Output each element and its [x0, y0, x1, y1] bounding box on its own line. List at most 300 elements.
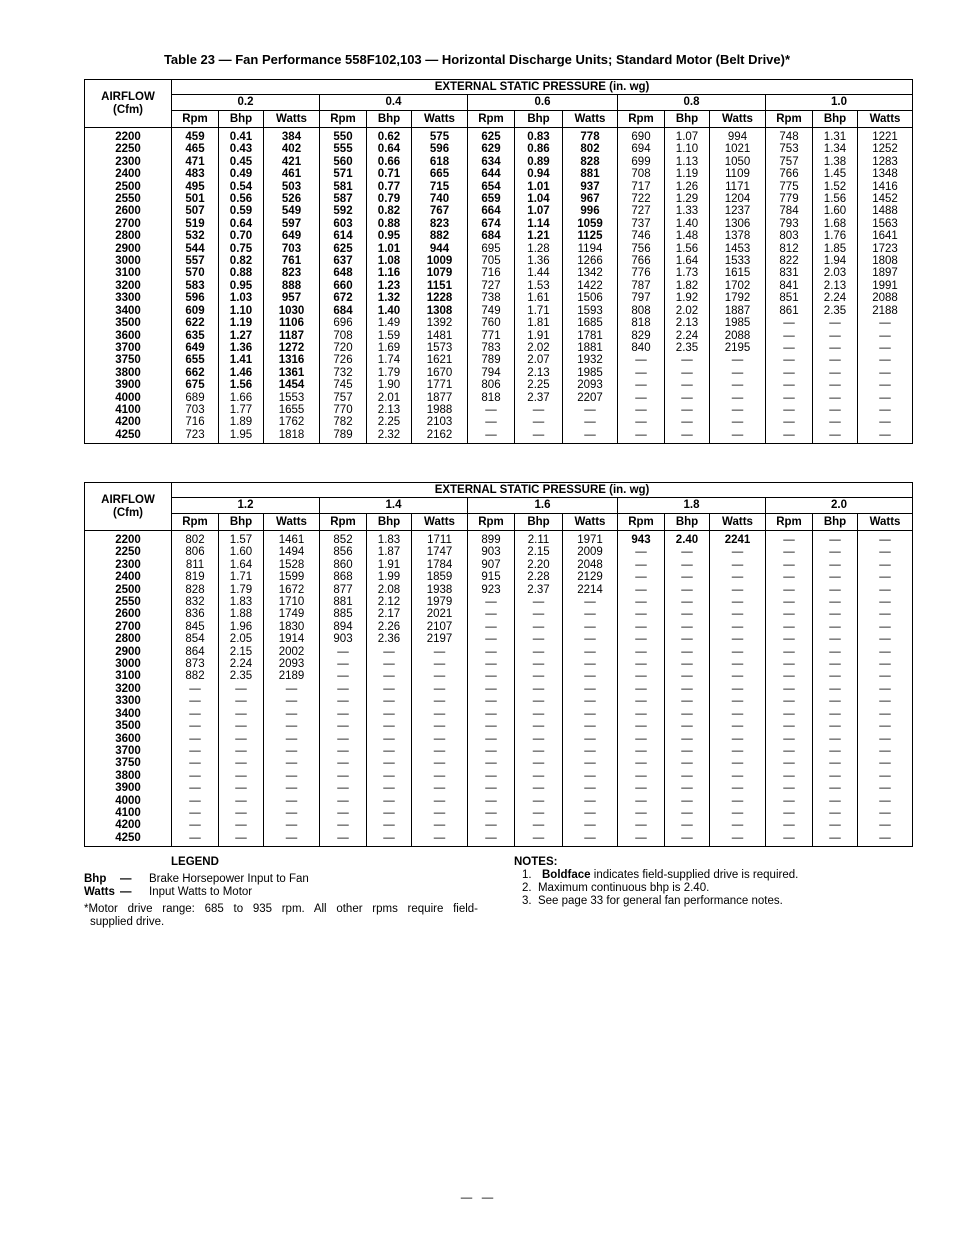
- table-cell: 402: [264, 143, 320, 155]
- table-cell: 557: [172, 255, 219, 267]
- table-cell: —: [665, 670, 710, 682]
- table-cell: —: [320, 782, 367, 794]
- table-cell: 1194: [563, 243, 618, 255]
- table-cell: —: [858, 546, 913, 558]
- col-rpm-header: Rpm: [766, 514, 813, 531]
- table-cell: —: [618, 670, 665, 682]
- table-cell: 789: [320, 429, 367, 444]
- table-cell: —: [813, 559, 858, 571]
- table-cell: 694: [618, 143, 665, 155]
- table-cell: —: [618, 683, 665, 695]
- table-cell: —: [665, 782, 710, 794]
- table-cell: —: [172, 782, 219, 794]
- table-row: [85, 546, 913, 558]
- table-cell: —: [412, 832, 468, 847]
- table-cell: 696: [320, 317, 367, 329]
- table-cell: 0.56: [219, 193, 264, 205]
- table-cell: —: [468, 658, 515, 670]
- table-cell: 689: [172, 392, 219, 404]
- col-watts-header: Watts: [710, 111, 766, 128]
- table-cell: —: [665, 608, 710, 620]
- airflow-cell: 2800: [115, 230, 141, 243]
- col-bhp-header: Bhp: [515, 514, 563, 531]
- table-cell: —: [468, 429, 515, 444]
- table-cell: —: [367, 782, 412, 794]
- table-cell: 1533: [710, 255, 766, 267]
- table-cell: 766: [618, 255, 665, 267]
- table-cell: 1711: [412, 531, 468, 547]
- table-cell: —: [412, 708, 468, 720]
- table-cell: 675: [172, 379, 219, 391]
- table-cell: 823: [412, 218, 468, 230]
- table-cell: 894: [320, 621, 367, 633]
- table-cell: —: [172, 832, 219, 847]
- table-cell: —: [320, 745, 367, 757]
- table-cell: 1.79: [219, 584, 264, 596]
- table-cell: —: [320, 795, 367, 807]
- table-cell: 1.89: [219, 416, 264, 428]
- table-cell: —: [412, 646, 468, 658]
- table-cell: —: [172, 795, 219, 807]
- table-cell: 1021: [710, 143, 766, 155]
- table-cell: —: [468, 720, 515, 732]
- table-cell: —: [563, 404, 618, 416]
- table-cell: 789: [468, 354, 515, 366]
- table-cell: —: [320, 646, 367, 658]
- table-cell: —: [412, 757, 468, 769]
- table-cell: —: [618, 795, 665, 807]
- table-cell: 760: [468, 317, 515, 329]
- table-cell: —: [710, 429, 766, 444]
- table-cell: 1151: [412, 280, 468, 292]
- table-cell: 629: [468, 143, 515, 155]
- table-cell: 503: [264, 181, 320, 193]
- table-cell: —: [515, 720, 563, 732]
- table-cell: —: [665, 683, 710, 695]
- table-cell: 1.38: [813, 156, 858, 168]
- table-cell: 684: [468, 230, 515, 242]
- table-cell: 828: [563, 156, 618, 168]
- table-row: [85, 596, 913, 608]
- table-row: [85, 807, 913, 819]
- notes-heading: NOTES:: [514, 856, 558, 868]
- table-cell: —: [412, 695, 468, 707]
- table-cell: —: [813, 670, 858, 682]
- table-cell: 587: [320, 193, 367, 205]
- table-cell: —: [412, 795, 468, 807]
- table-cell: —: [618, 658, 665, 670]
- airflow-cell: 3100: [115, 670, 141, 683]
- table-cell: —: [813, 429, 858, 444]
- table-cell: 716: [172, 416, 219, 428]
- airflow-cell: 3600: [115, 732, 141, 745]
- table-cell: 1.53: [515, 280, 563, 292]
- table-cell: —: [515, 770, 563, 782]
- table-cell: —: [563, 633, 618, 645]
- table-cell: 0.88: [367, 218, 412, 230]
- table-cell: —: [766, 695, 813, 707]
- airflow-cell: 2300: [115, 155, 141, 168]
- table-cell: 1.69: [367, 342, 412, 354]
- airflow-cell: 3700: [115, 341, 141, 354]
- col-bhp-header: Bhp: [367, 514, 412, 531]
- table-cell: —: [618, 354, 665, 366]
- table-cell: —: [563, 608, 618, 620]
- table-cell: —: [710, 708, 766, 720]
- table-cell: 1985: [563, 367, 618, 379]
- table-row: [85, 832, 913, 847]
- table-cell: 1.49: [367, 317, 412, 329]
- table-cell: —: [766, 633, 813, 645]
- table-cell: 903: [468, 546, 515, 558]
- table-cell: —: [412, 770, 468, 782]
- table-cell: 555: [320, 143, 367, 155]
- table-cell: —: [412, 745, 468, 757]
- table-cell: —: [515, 745, 563, 757]
- table-cell: —: [515, 733, 563, 745]
- table-row: [85, 342, 913, 354]
- table-cell: —: [618, 832, 665, 847]
- table-cell: —: [172, 819, 219, 831]
- table-cell: —: [858, 670, 913, 682]
- table-cell: 1971: [563, 531, 618, 547]
- table-cell: —: [264, 745, 320, 757]
- table-row: [85, 404, 913, 416]
- table-cell: —: [367, 658, 412, 670]
- table-cell: —: [665, 819, 710, 831]
- table-cell: —: [665, 658, 710, 670]
- table-cell: —: [665, 770, 710, 782]
- table-cell: —: [766, 720, 813, 732]
- table-cell: —: [515, 416, 563, 428]
- table-cell: 783: [468, 342, 515, 354]
- table-cell: 1.40: [367, 305, 412, 317]
- table-cell: 1.59: [367, 330, 412, 342]
- table-cell: —: [858, 608, 913, 620]
- table-cell: —: [858, 392, 913, 404]
- table-cell: —: [563, 819, 618, 831]
- table-cell: 1.56: [813, 193, 858, 205]
- table-cell: 1.13: [665, 156, 710, 168]
- table-cell: —: [264, 733, 320, 745]
- table-cell: 614: [320, 230, 367, 242]
- table-cell: —: [412, 670, 468, 682]
- table-cell: 1.14: [515, 218, 563, 230]
- table-cell: —: [618, 733, 665, 745]
- table-row: [85, 531, 913, 547]
- table-row: [85, 733, 913, 745]
- col-watts-header: Watts: [563, 514, 618, 531]
- airflow-cell: 2900: [115, 645, 141, 658]
- table-cell: 1252: [858, 143, 913, 155]
- table-cell: —: [515, 683, 563, 695]
- table-cell: —: [618, 559, 665, 571]
- table-row: [85, 571, 913, 583]
- table-cell: 1.48: [665, 230, 710, 242]
- col-rpm-header: Rpm: [172, 111, 219, 128]
- table-cell: —: [710, 819, 766, 831]
- col-rpm-header: Rpm: [618, 514, 665, 531]
- table-cell: 495: [172, 181, 219, 193]
- table-cell: 1808: [858, 255, 913, 267]
- table-cell: 1.83: [219, 596, 264, 608]
- table-cell: 1771: [412, 379, 468, 391]
- table-cell: 802: [563, 143, 618, 155]
- table-cell: —: [665, 354, 710, 366]
- table-cell: —: [813, 832, 858, 847]
- table-cell: 2129: [563, 571, 618, 583]
- table-cell: —: [710, 392, 766, 404]
- table-cell: —: [563, 646, 618, 658]
- table-cell: 1.82: [665, 280, 710, 292]
- table-cell: 1.21: [515, 230, 563, 242]
- pressure-header: 1.2: [172, 498, 320, 514]
- airflow-cell: 4200: [115, 819, 141, 832]
- table-cell: —: [515, 429, 563, 444]
- table-row: [85, 267, 913, 279]
- table-cell: —: [858, 819, 913, 831]
- col-bhp-header: Bhp: [813, 111, 858, 128]
- table-cell: 0.75: [219, 243, 264, 255]
- table-cell: 625: [468, 128, 515, 144]
- table-cell: 0.64: [367, 143, 412, 155]
- table-cell: 944: [412, 243, 468, 255]
- table-cell: 2.24: [219, 658, 264, 670]
- airflow-cell: 3200: [115, 279, 141, 292]
- note-text: indicates field-supplied drive is required.: [590, 869, 799, 881]
- table-cell: 1.99: [367, 571, 412, 583]
- table-cell: 2.32: [367, 429, 412, 444]
- table-cell: —: [412, 782, 468, 794]
- table-cell: 845: [172, 621, 219, 633]
- table-row: [85, 795, 913, 807]
- table-cell: 684: [320, 305, 367, 317]
- table-cell: —: [618, 819, 665, 831]
- table-cell: 550: [320, 128, 367, 144]
- table-cell: 996: [563, 205, 618, 217]
- page-footer: — —: [460, 1192, 494, 1204]
- table-cell: 877: [320, 584, 367, 596]
- note-number: 1.: [522, 869, 532, 881]
- table-cell: 1553: [264, 392, 320, 404]
- airflow-cell: 3900: [115, 379, 141, 392]
- table-cell: 2.15: [219, 646, 264, 658]
- airflow-cell: 4250: [115, 831, 141, 844]
- table-cell: —: [858, 658, 913, 670]
- table-cell: 461: [264, 168, 320, 180]
- table-cell: —: [813, 782, 858, 794]
- table-cell: 1171: [710, 181, 766, 193]
- table-cell: —: [264, 782, 320, 794]
- table-cell: 1702: [710, 280, 766, 292]
- table-cell: 994: [710, 128, 766, 144]
- table-cell: —: [813, 404, 858, 416]
- table-cell: 1.41: [219, 354, 264, 366]
- table-cell: 1.56: [665, 243, 710, 255]
- table-cell: —: [618, 757, 665, 769]
- table-cell: 823: [264, 267, 320, 279]
- table-cell: 767: [412, 205, 468, 217]
- table-cell: 1781: [563, 330, 618, 342]
- table-cell: —: [468, 646, 515, 658]
- table-cell: —: [320, 807, 367, 819]
- table-cell: —: [665, 633, 710, 645]
- table-cell: 1.56: [219, 379, 264, 391]
- airflow-cell: 2550: [115, 596, 141, 609]
- table-cell: —: [563, 695, 618, 707]
- table-cell: 840: [618, 342, 665, 354]
- table-cell: 0.82: [219, 255, 264, 267]
- table-cell: 2048: [563, 559, 618, 571]
- col-watts-header: Watts: [412, 111, 468, 128]
- table-row: [85, 633, 913, 645]
- table-cell: —: [264, 819, 320, 831]
- table-cell: 1.87: [367, 546, 412, 558]
- table-cell: —: [710, 571, 766, 583]
- table-cell: 2.37: [515, 584, 563, 596]
- table-cell: 544: [172, 243, 219, 255]
- table-row: [85, 193, 913, 205]
- table-cell: 937: [563, 181, 618, 193]
- table-cell: —: [858, 708, 913, 720]
- table-cell: 1881: [563, 342, 618, 354]
- table-cell: —: [367, 708, 412, 720]
- table-cell: —: [665, 708, 710, 720]
- table-row: [85, 416, 913, 428]
- table-cell: 1454: [264, 379, 320, 391]
- table-cell: —: [813, 708, 858, 720]
- table-cell: —: [618, 621, 665, 633]
- airflow-cell: 4000: [115, 391, 141, 404]
- table-cell: 1.01: [515, 181, 563, 193]
- table-cell: —: [766, 733, 813, 745]
- table-cell: —: [710, 416, 766, 428]
- table-cell: —: [618, 695, 665, 707]
- table-cell: 2088: [858, 292, 913, 304]
- table-cell: 483: [172, 168, 219, 180]
- table-cell: 1932: [563, 354, 618, 366]
- table-row: [85, 128, 913, 144]
- legend-key: Watts: [84, 886, 115, 898]
- table-cell: —: [172, 683, 219, 695]
- table-cell: 575: [412, 128, 468, 144]
- table-cell: —: [468, 416, 515, 428]
- table-cell: 501: [172, 193, 219, 205]
- table-cell: 1792: [710, 292, 766, 304]
- table-cell: 2088: [710, 330, 766, 342]
- table-cell: —: [858, 404, 913, 416]
- table-cell: —: [618, 633, 665, 645]
- table-cell: 811: [172, 559, 219, 571]
- table-cell: —: [219, 807, 264, 819]
- table-cell: 907: [468, 559, 515, 571]
- table-cell: —: [367, 720, 412, 732]
- table-cell: —: [412, 683, 468, 695]
- table-cell: 766: [766, 168, 813, 180]
- table-cell: —: [468, 404, 515, 416]
- airflow-cell: 3600: [115, 329, 141, 342]
- table-cell: 903: [320, 633, 367, 645]
- table-cell: —: [563, 429, 618, 444]
- table-cell: 1887: [710, 305, 766, 317]
- table-cell: 1.08: [367, 255, 412, 267]
- airflow-cell: 2250: [115, 546, 141, 559]
- table-cell: 526: [264, 193, 320, 205]
- table-cell: —: [172, 745, 219, 757]
- table-cell: 471: [172, 156, 219, 168]
- table-cell: 1.90: [367, 379, 412, 391]
- table-cell: 2.02: [665, 305, 710, 317]
- table-cell: —: [665, 367, 710, 379]
- notes: [514, 856, 904, 908]
- table-cell: 2197: [412, 633, 468, 645]
- table-cell: 1.88: [219, 608, 264, 620]
- airflow-cell: 2800: [115, 633, 141, 646]
- table-cell: —: [367, 683, 412, 695]
- table-cell: 775: [766, 181, 813, 193]
- table-cell: 705: [468, 255, 515, 267]
- table-cell: —: [618, 770, 665, 782]
- table-cell: 2009: [563, 546, 618, 558]
- table-cell: 1979: [412, 596, 468, 608]
- table-cell: —: [766, 621, 813, 633]
- table-cell: 797: [618, 292, 665, 304]
- table-cell: 0.41: [219, 128, 264, 144]
- table-cell: —: [468, 708, 515, 720]
- table-cell: 1.29: [665, 193, 710, 205]
- table-cell: —: [264, 807, 320, 819]
- airflow-cell: 2900: [115, 242, 141, 255]
- airflow-cell: 3500: [115, 317, 141, 330]
- table-cell: —: [219, 745, 264, 757]
- table-cell: 1.07: [665, 128, 710, 144]
- table-cell: —: [766, 670, 813, 682]
- table-cell: —: [766, 745, 813, 757]
- col-watts-header: Watts: [858, 514, 913, 531]
- legend-text: Brake Horsepower Input to Fan: [149, 873, 309, 885]
- airflow-cell: 4100: [115, 806, 141, 819]
- table-cell: 779: [766, 193, 813, 205]
- table-cell: 740: [412, 193, 468, 205]
- pressure-header: 1.6: [468, 498, 618, 514]
- table-cell: —: [367, 807, 412, 819]
- table-cell: —: [766, 596, 813, 608]
- table-cell: 1204: [710, 193, 766, 205]
- table-cell: 459: [172, 128, 219, 144]
- table-row: [85, 230, 913, 242]
- table-cell: —: [665, 720, 710, 732]
- table-cell: —: [665, 646, 710, 658]
- table-cell: —: [813, 695, 858, 707]
- esp-header: EXTERNAL STATIC PRESSURE (in. wg): [172, 483, 913, 498]
- table-cell: —: [618, 392, 665, 404]
- table-cell: 660: [320, 280, 367, 292]
- table-cell: 1481: [412, 330, 468, 342]
- table-cell: —: [515, 596, 563, 608]
- table-cell: —: [766, 708, 813, 720]
- table-cell: —: [858, 683, 913, 695]
- table-cell: —: [858, 757, 913, 769]
- table-cell: 2.37: [515, 392, 563, 404]
- table-cell: —: [563, 670, 618, 682]
- table-cell: 1272: [264, 342, 320, 354]
- table-cell: —: [367, 795, 412, 807]
- table-cell: 715: [412, 181, 468, 193]
- table-cell: 806: [172, 546, 219, 558]
- table-cell: —: [618, 782, 665, 794]
- table-cell: 854: [172, 633, 219, 645]
- table-cell: —: [563, 596, 618, 608]
